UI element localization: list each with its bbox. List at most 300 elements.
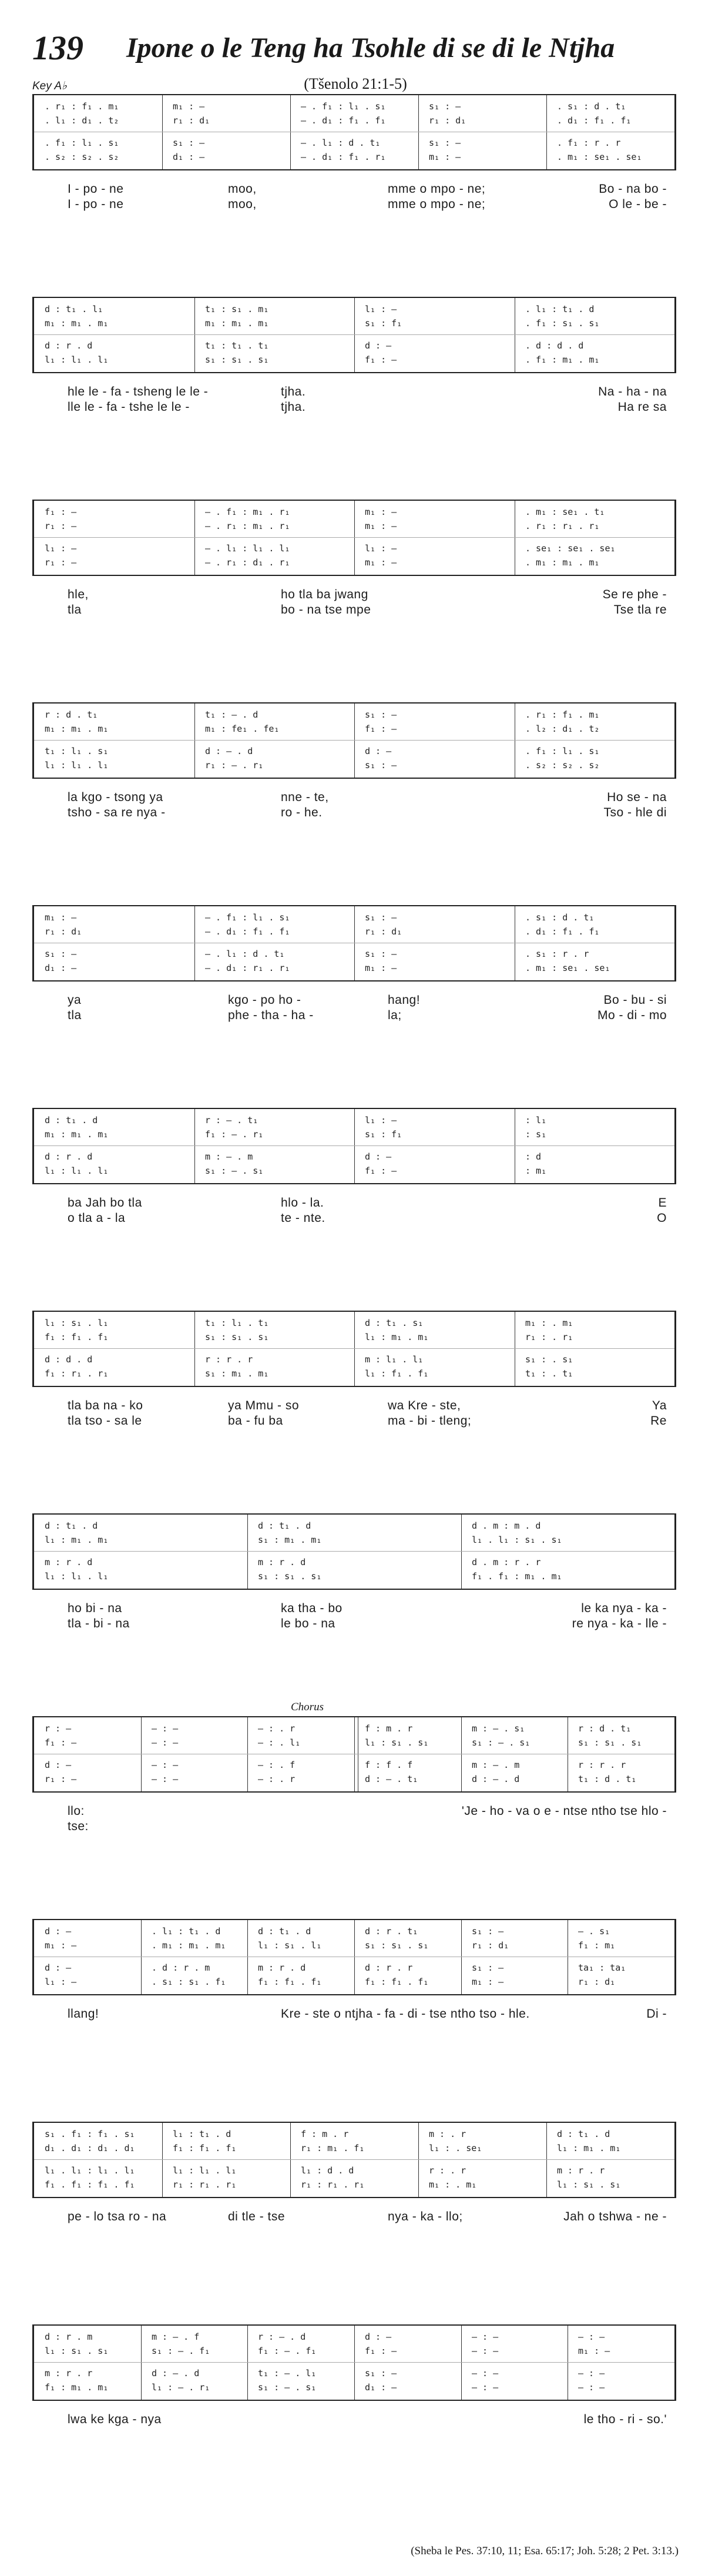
measure-notes: d . m : m . d (472, 1520, 541, 1531)
lyric-line-2 (32, 400, 673, 418)
measure-notes: d : — . t₁ (365, 1774, 418, 1784)
stave (32, 1513, 676, 1590)
lyric-syllables: Ho se - na (607, 790, 667, 804)
measure-notes: — : . r (258, 1723, 296, 1734)
music-system (32, 905, 674, 1081)
measure-notes: — . s₁ (578, 1926, 610, 1937)
lyric-syllables: I - po - ne (68, 197, 124, 211)
measure-notes: — : — (578, 2382, 605, 2393)
lyric-syllables: nne - te, (281, 790, 329, 804)
measure-notes: s₁ : — (472, 1962, 504, 1973)
part-soprano (34, 2329, 674, 2344)
lyric-syllables: llang! (68, 2007, 99, 2021)
measure-notes: s₁ : m₁ . m₁ (205, 1368, 269, 1379)
measure-notes: . f₁ : l₁ . s₁ (45, 138, 119, 148)
measure-notes: d : r . m (45, 2332, 93, 2342)
stave (32, 500, 676, 576)
lyric-syllables: ba - fu ba (228, 1414, 283, 1428)
measure-notes: d : — . d (472, 1774, 520, 1784)
part-bass (34, 352, 674, 367)
lyric-syllables: Tso - hle di (603, 806, 667, 819)
measure-notes: — : . l₁ (258, 1737, 301, 1748)
measure-notes: d . m : r . r (472, 1557, 541, 1567)
measure-notes: — : — (152, 1760, 179, 1770)
lyric-syllables: ro - he. (281, 806, 323, 819)
lyric-syllables: le tho - ri - so.' (583, 2413, 667, 2426)
measure-notes: f₁ . f₁ : m₁ . m₁ (472, 1571, 562, 1582)
measure-notes: — . f₁ : l₁ . s₁ (301, 101, 386, 112)
part-bass (34, 960, 674, 976)
measure-notes: r : — . t₁ (205, 1115, 258, 1125)
lyric-syllables: wa Kre - ste, (388, 1399, 461, 1412)
measure-notes: r₁ : d₁ (472, 1940, 509, 1951)
measure-notes: s₁ : s₁ . s₁ (258, 1571, 322, 1582)
part-tenor (34, 1149, 674, 1164)
lyric-syllables: ba Jah bo tla (68, 1196, 142, 1210)
lyric-syllables: ho tla ba jwang (281, 588, 368, 601)
lyric-syllables: re nya - ka - lle - (572, 1617, 667, 1630)
measure-notes: — : — (152, 1737, 179, 1748)
measure-notes: . s₁ : r . r (525, 949, 589, 959)
measure-notes: d₁ . d₁ : d₁ . d₁ (45, 2143, 135, 2153)
measure-notes: f₁ : f₁ . f₁ (173, 2143, 237, 2153)
stave (32, 2324, 676, 2401)
lyric-syllables: tsho - sa re nya - (68, 806, 166, 819)
lyric-syllables: Na - ha - na (598, 385, 667, 398)
measure-notes: r₁ : — (45, 1774, 77, 1784)
measure-notes: f₁ : f₁ . f₁ (45, 1332, 109, 1342)
music-system (32, 94, 674, 270)
part-alto (34, 1329, 674, 1345)
lyric-line-2 (32, 806, 673, 823)
measure-notes: r : r . r (578, 1760, 626, 1770)
measure-notes: s₁ : s₁ . s₁ (578, 1737, 642, 1748)
music-system (32, 2324, 674, 2501)
measure-notes: . f₁ : r . r (557, 138, 621, 148)
measure-notes: f₁ : m₁ (578, 1940, 616, 1951)
measure-notes: s₁ : — . f₁ (152, 2346, 210, 2356)
measure-notes: . s₁ : d . t₁ (557, 101, 626, 112)
part-alto (34, 1127, 674, 1142)
lyric-syllables: Ha re sa (617, 400, 667, 414)
measure-notes: l₁ : m₁ . m₁ (365, 1332, 429, 1342)
measure-notes: l₁ : l₁ . l₁ (45, 354, 109, 365)
measure-notes: m₁ : — (45, 912, 77, 923)
measure-notes: s₁ : — . s₁ (472, 1737, 531, 1748)
stave (32, 94, 676, 170)
measure-notes: d : r . d (45, 1151, 93, 1162)
lyric-syllables: hlo - la. (281, 1196, 324, 1210)
measure-notes: : d (525, 1151, 542, 1162)
measure-notes: ta₁ : ta₁ (578, 1962, 626, 1973)
lyric-syllables: mme o mpo - ne; (388, 197, 486, 211)
stave (32, 1919, 676, 1995)
measure-notes: f₁ : — (365, 354, 397, 365)
voice-divider (34, 2362, 674, 2363)
lyric-syllables: lle le - fa - tshe le le - (68, 400, 190, 414)
music-system (32, 2122, 674, 2298)
stave (32, 905, 676, 982)
part-soprano (34, 1721, 674, 1736)
measure-notes: r₁ : d₁ (365, 926, 402, 937)
part-bass (34, 1163, 674, 1178)
measure-notes: m : r . d (45, 1557, 93, 1567)
measure-notes: d : t₁ . l₁ (45, 304, 103, 314)
measure-notes: f₁ : r₁ . r₁ (45, 1368, 109, 1379)
measure-notes: t₁ : l₁ . s₁ (45, 746, 109, 756)
part-soprano (34, 910, 674, 925)
lyric-syllables: phe - tha - ha - (228, 1009, 314, 1022)
lyric-syllables: hle le - fa - tsheng le le - (68, 385, 209, 398)
measure-notes: s₁ : — (365, 949, 397, 959)
measure-notes: : s₁ (525, 1129, 547, 1140)
measure-notes: d : t₁ . d (258, 1520, 311, 1531)
measure-notes: d : r . t₁ (365, 1926, 418, 1937)
measure-notes: l₁ : l₁ . l₁ (173, 2165, 237, 2176)
measure-notes: r₁ : m₁ . f₁ (301, 2143, 365, 2153)
lyric-syllables: moo, (228, 197, 257, 211)
measure-notes: m : — . f (152, 2332, 200, 2342)
part-soprano (34, 1315, 674, 1331)
part-alto (34, 721, 674, 736)
measure-notes: s₁ : — . s₁ (205, 1165, 264, 1176)
measure-notes: m₁ : — (365, 963, 397, 973)
part-soprano (34, 504, 674, 520)
measure-notes: s₁ : s₁ . s₁ (205, 1332, 269, 1342)
measure-notes: t₁ : l₁ . t₁ (205, 1318, 269, 1328)
stave (32, 2122, 676, 2198)
measure-notes: — : — (472, 2332, 499, 2342)
measure-notes: l₁ : f₁ . f₁ (365, 1368, 429, 1379)
measure-notes: l₁ : — (365, 543, 397, 554)
measure-notes: t₁ : s₁ . m₁ (205, 304, 269, 314)
lyric-syllables: 'Je - ho - va o e - ntse ntho tse hlo - (461, 1804, 667, 1818)
measure-notes: . l₁ : t₁ . d (152, 1926, 221, 1937)
measure-notes: l₁ : — (365, 1115, 397, 1125)
measure-notes: d : t₁ . d (45, 1115, 98, 1125)
measure-notes: r₁ : r₁ . r₁ (173, 2179, 237, 2190)
measure-notes: . r₁ : r₁ . r₁ (525, 521, 600, 531)
lyric-syllables: la kgo - tsong ya (68, 790, 163, 804)
stave (32, 1108, 676, 1184)
part-bass (34, 758, 674, 773)
measure-notes: m₁ : m₁ . m₁ (45, 723, 109, 734)
measure-notes: l₁ : s₁ . s₁ (365, 1737, 429, 1748)
measure-notes: l₁ : m₁ . m₁ (45, 1535, 109, 1545)
lyric-syllables: le bo - na (281, 1617, 335, 1630)
lyric-syllables: o tla a - la (68, 1211, 126, 1225)
measure-notes: m₁ : — (429, 152, 461, 162)
measure-notes: l₁ : l₁ . l₁ (45, 1571, 109, 1582)
measure-notes: s₁ : f₁ (365, 318, 402, 329)
measure-notes: . l₂ : d₁ . t₂ (525, 723, 600, 734)
music-system (32, 702, 674, 879)
measure-notes: — . d₁ : f₁ . r₁ (301, 152, 386, 162)
lyric-syllables: lwa ke kga - nya (68, 2413, 162, 2426)
lyric-line-2 (32, 1414, 673, 1432)
measure-notes: . d : r . m (152, 1962, 210, 1973)
measure-notes: t₁ : t₁ . t₁ (205, 340, 269, 351)
measure-notes: t₁ : d . t₁ (578, 1774, 637, 1784)
measure-notes: . m₁ : se₁ . t₁ (525, 507, 605, 517)
part-tenor (34, 1555, 674, 1570)
measure-notes: — . f₁ : m₁ . r₁ (205, 507, 290, 517)
lyric-line-2 (32, 2428, 673, 2446)
part-tenor (34, 2366, 674, 2381)
measure-notes: m : r . d (258, 1962, 306, 1973)
measure-notes: — : . f (258, 1760, 296, 1770)
lyric-syllables: le ka nya - ka - (581, 1602, 667, 1615)
lyric-syllables: Re (650, 1414, 667, 1428)
measure-notes: m₁ : m₁ . m₁ (45, 1129, 109, 1140)
lyric-line-2 (32, 1820, 673, 1837)
measure-notes: m₁ : — (578, 2346, 610, 2356)
part-soprano (34, 1518, 674, 1533)
part-bass (34, 1569, 674, 1584)
measure-notes: f : m . r (365, 1723, 413, 1734)
stave (32, 1311, 676, 1387)
measure-notes: m₁ : m₁ . m₁ (45, 318, 109, 329)
measure-notes: s₁ : — (472, 1926, 504, 1937)
measure-notes: s₁ : — (365, 709, 397, 720)
lyric-syllables: tla tso - sa le (68, 1414, 142, 1428)
measure-notes: l₁ . l₁ : l₁ . l₁ (45, 2165, 135, 2176)
measure-notes: m₁ : — (365, 507, 397, 517)
measure-notes: m₁ : . m₁ (525, 1318, 573, 1328)
measure-notes: d₁ : — (365, 2382, 397, 2393)
lyric-syllables: tla (68, 603, 82, 617)
measure-notes: l₁ : — (45, 543, 77, 554)
measure-notes: s₁ : — (173, 138, 205, 148)
measure-notes: . s₂ : s₂ . s₂ (525, 760, 600, 771)
measure-notes: d : — (365, 2332, 392, 2342)
lyric-syllables: la; (388, 1009, 402, 1022)
measure-notes: l₁ : — (365, 304, 397, 314)
measure-notes: d : — (365, 340, 392, 351)
measure-notes: . d₁ : f₁ . f₁ (525, 926, 600, 937)
part-alto (34, 1938, 674, 1953)
lyric-syllables: moo, (228, 182, 257, 196)
lyric-syllables: Bo - bu - si (603, 993, 667, 1007)
part-alto (34, 316, 674, 331)
measure-notes: s₁ : — (365, 2368, 397, 2379)
chorus-label: Chorus (291, 1701, 324, 1713)
measure-notes: s₁ : m₁ . m₁ (258, 1535, 322, 1545)
measure-notes: l₁ : l₁ . l₁ (45, 760, 109, 771)
part-alto (34, 2343, 674, 2359)
measure-notes: — : — (472, 2368, 499, 2379)
lyric-syllables: llo: (68, 1804, 85, 1818)
measure-notes: — : . r (258, 1774, 296, 1784)
measure-notes: d : — (45, 1962, 72, 1973)
measure-notes: . se₁ : se₁ . se₁ (525, 543, 616, 554)
part-bass (34, 1771, 674, 1787)
hymn-number: 139 (32, 29, 83, 67)
measure-notes: . s₁ : d . t₁ (525, 912, 595, 923)
lyric-syllables: kgo - po ho - (228, 993, 301, 1007)
lyric-syllables: Di - (646, 2007, 667, 2021)
measure-notes: — . d₁ : r₁ . r₁ (205, 963, 290, 973)
measure-notes: m₁ : — (173, 101, 205, 112)
measure-notes: d : d . d (45, 1354, 93, 1365)
footer-references: (Sheba le Pes. 37:10, 11; Esa. 65:17; Joh. 5:28; 2 Pet. 3:13.) (411, 2545, 679, 2557)
measure-notes: . r₁ : f₁ . m₁ (525, 709, 600, 720)
measure-notes: . l₁ : t₁ . d (525, 304, 595, 314)
voice-divider (34, 740, 674, 741)
measure-notes: — : — (152, 1774, 179, 1784)
music-system (32, 1919, 674, 2095)
part-bass (34, 555, 674, 570)
measure-notes: — : — (578, 2332, 605, 2342)
measure-notes: — . d₁ : f₁ . f₁ (301, 115, 386, 126)
measure-notes: d₁ : — (173, 152, 205, 162)
lyric-syllables: tla ba na - ko (68, 1399, 143, 1412)
key-signature: Key A♭ (32, 80, 67, 92)
part-tenor (34, 2163, 674, 2178)
measure-notes: f₁ : — (45, 507, 77, 517)
lyric-line-2 (32, 1009, 673, 1026)
lyric-line-2 (32, 2225, 673, 2243)
part-tenor (34, 135, 674, 150)
measure-notes: s₁ : — . s₁ (258, 2382, 317, 2393)
measure-notes: d : t₁ . d (557, 2129, 610, 2139)
music-system (32, 1701, 674, 1892)
measure-notes: s₁ : — (365, 912, 397, 923)
part-alto (34, 1532, 674, 1547)
measure-notes: f₁ : — (365, 2346, 397, 2356)
measure-notes: l₁ : m₁ . m₁ (557, 2143, 621, 2153)
measure-notes: f₁ : — . r₁ (205, 1129, 264, 1140)
measure-notes: m₁ : fe₁ . fe₁ (205, 723, 280, 734)
lyric-syllables: tjha. (281, 385, 306, 398)
measure-notes: t₁ : — . d (205, 709, 258, 720)
music-system (32, 1513, 674, 1690)
measure-notes: m₁ : — (472, 1977, 504, 1987)
lyric-syllables: Tse tla re (613, 603, 667, 617)
part-tenor (34, 1960, 674, 1975)
measure-notes: s₁ : . s₁ (525, 1354, 573, 1365)
measure-notes: m : — . s₁ (472, 1723, 525, 1734)
measure-notes: — : — (472, 2382, 499, 2393)
part-alto (34, 113, 674, 128)
music-system (32, 297, 674, 473)
measure-notes: d : r . r (365, 1962, 413, 1973)
measure-notes: d : — (365, 746, 392, 756)
part-tenor (34, 541, 674, 556)
measure-notes: d : — (45, 1926, 72, 1937)
measure-notes: . r₁ : f₁ . m₁ (45, 101, 119, 112)
measure-notes: m : — . m (205, 1151, 253, 1162)
lyric-syllables: di tle - tse (228, 2210, 286, 2223)
lyric-syllables: tse: (68, 1820, 89, 1833)
measure-notes: . s₂ : s₂ . s₂ (45, 152, 119, 162)
lyric-syllables: O (657, 1211, 667, 1225)
lyric-syllables: ho bi - na (68, 1602, 122, 1615)
measure-notes: l₁ : s₁ . l₁ (45, 1318, 109, 1328)
measure-notes: . f₁ : m₁ . m₁ (525, 354, 600, 365)
measure-notes: — : — (472, 2346, 499, 2356)
measure-notes: f : f . f (365, 1760, 413, 1770)
measure-notes: . m₁ : se₁ . se₁ (525, 963, 610, 973)
measure-notes: — . l₁ : l₁ . l₁ (205, 543, 290, 554)
measure-notes: r₁ : — . r₁ (205, 760, 264, 771)
voice-divider (34, 334, 674, 335)
measure-notes: s₁ : s₁ . s₁ (205, 354, 269, 365)
lyric-syllables: ka tha - bo (281, 1602, 343, 1615)
part-alto (34, 518, 674, 534)
measure-notes: d : — . d (152, 2368, 200, 2379)
measure-notes: m : r . r (45, 2368, 93, 2379)
lyric-syllables: tla (68, 1009, 82, 1022)
measure-notes: r : . r (429, 2165, 466, 2176)
voice-divider (34, 537, 674, 538)
measure-notes: : m₁ (525, 1165, 547, 1176)
measure-notes: f₁ : — (365, 723, 397, 734)
measure-notes: m : l₁ . l₁ (365, 1354, 424, 1365)
measure-notes: s₁ : — (429, 138, 461, 148)
lyric-syllables: I - po - ne (68, 182, 124, 196)
voice-divider (34, 1551, 674, 1552)
measure-notes: m : . r (429, 2129, 466, 2139)
measure-notes: d₁ : — (45, 963, 77, 973)
measure-notes: l₁ : t₁ . d (173, 2129, 231, 2139)
part-soprano (34, 1924, 674, 1939)
measure-notes: l₁ : s₁ . l₁ (258, 1940, 322, 1951)
measure-notes: l₁ : s₁ . s₁ (557, 2179, 621, 2190)
lyric-line-2 (32, 197, 673, 215)
measure-notes: r₁ : — (45, 557, 77, 568)
measure-notes: . m₁ : se₁ . se₁ (557, 152, 642, 162)
part-soprano (34, 2126, 674, 2142)
measure-notes: . l₁ : d₁ . t₂ (45, 115, 119, 126)
lyric-syllables: pe - lo tsa ro - na (68, 2210, 167, 2223)
measure-notes: m₁ : — (45, 1940, 77, 1951)
measure-notes: l₁ : . se₁ (429, 2143, 482, 2153)
measure-notes: . d₁ : f₁ . f₁ (557, 115, 632, 126)
lyric-syllables: bo - na tse mpe (281, 603, 371, 617)
measure-notes: r₁ : — (45, 521, 77, 531)
measure-notes: r₁ : d₁ (578, 1977, 616, 1987)
measure-notes: — . r₁ : d₁ . r₁ (205, 557, 290, 568)
measure-notes: r₁ : . r₁ (525, 1332, 573, 1342)
measure-notes: . m₁ : m₁ . m₁ (525, 557, 600, 568)
lyric-syllables: te - nte. (281, 1211, 325, 1225)
part-bass (34, 1974, 674, 1989)
part-soprano (34, 707, 674, 722)
measure-notes: m : r . d (258, 1557, 306, 1567)
measure-notes: d : t₁ . d (258, 1926, 311, 1937)
measure-notes: l₁ : l₁ . l₁ (45, 1165, 109, 1176)
measure-notes: s₁ : — (45, 949, 77, 959)
scripture-reference: (Tšenolo 21:1-5) (304, 75, 407, 92)
measure-notes: — . l₁ : d . t₁ (205, 949, 285, 959)
measure-notes: m : r . r (557, 2165, 605, 2176)
measure-notes: d : t₁ . s₁ (365, 1318, 424, 1328)
hymn-title: Ipone o le Teng ha Tsohle di se di le Ntjha (126, 32, 615, 63)
part-alto (34, 2140, 674, 2156)
measure-notes: t₁ : . t₁ (525, 1368, 573, 1379)
measure-notes: r₁ : d₁ (173, 115, 210, 126)
measure-notes: r : d . t₁ (578, 1723, 632, 1734)
part-bass (34, 1366, 674, 1381)
measure-notes: m : — . m (472, 1760, 520, 1770)
lyric-syllables: Mo - di - mo (597, 1009, 667, 1022)
measure-notes: s₁ : s₁ . s₁ (365, 1940, 429, 1951)
measure-notes: — . d₁ : f₁ . f₁ (205, 926, 290, 937)
measure-notes: — : — (152, 1723, 179, 1734)
measure-notes: l₁ : s₁ . s₁ (45, 2346, 109, 2356)
measure-notes: m₁ : — (365, 521, 397, 531)
